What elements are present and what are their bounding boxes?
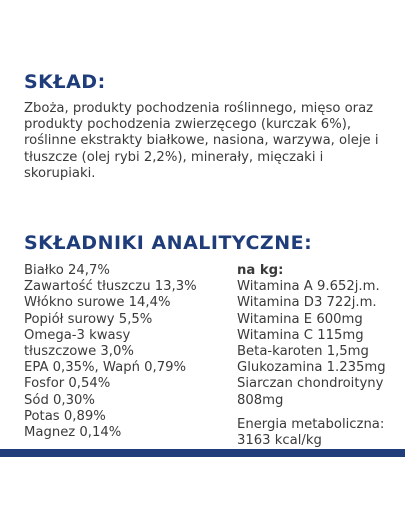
additive-item: Witamina D3 722j.m. — [237, 295, 377, 311]
additive-item: Glukozamina 1.235mg — [237, 360, 386, 376]
constituent-item: Sód 0,30% — [24, 392, 95, 408]
composition-text: Zboża, produkty pochodzenia roślinnego, mięso oraz produkty pochodzenia zwierzęcego (kurczak 6%), roślinne ekstrakty białkowe, nasiona, warzywa, oleje i tłuszcze (olej rybi 2,2%), minerały, mięczaki i skorupiaki. — [24, 101, 379, 181]
analytical-heading: SKŁADNIKI ANALITYCZNE: — [24, 232, 313, 254]
constituent-item: EPA 0,35%, Wapń 0,79% — [24, 360, 187, 376]
per-kg-list — [237, 263, 397, 449]
additive-item: Siarczan chondroityny 808mg — [237, 376, 384, 408]
constituent-item: Potas 0,89% — [24, 408, 106, 424]
constituent-item: Zawartość tłuszczu 13,3% — [24, 279, 197, 295]
bottom-divider-bar — [0, 449, 405, 457]
analytical-constituents-list — [24, 263, 224, 441]
additive-item: Beta-karoten 1,5mg — [237, 344, 369, 360]
constituent-item: Popiół surowy 5,5% — [24, 311, 153, 327]
constituent-item: Magnez 0,14% — [24, 425, 122, 441]
per-kg-heading: na kg: — [237, 263, 284, 278]
composition-heading: SKŁAD: — [24, 71, 106, 93]
constituent-item: Omega-3 kwasy — [24, 327, 131, 343]
metabolic-energy: Energia metaboliczna: 3163 kcal/kg — [237, 416, 385, 449]
additive-item: Witamina E 600mg — [237, 311, 363, 327]
additive-item: Witamina A 9.652j.m. — [237, 279, 380, 295]
constituent-item: Białko 24,7% — [24, 263, 110, 278]
constituent-item: Fosfor 0,54% — [24, 376, 111, 392]
list-spacer — [237, 409, 397, 417]
constituent-item: tłuszczowe 3,0% — [24, 344, 134, 360]
constituent-item: Włókno surowe 14,4% — [24, 295, 171, 311]
additive-item: Witamina C 115mg — [237, 327, 364, 343]
